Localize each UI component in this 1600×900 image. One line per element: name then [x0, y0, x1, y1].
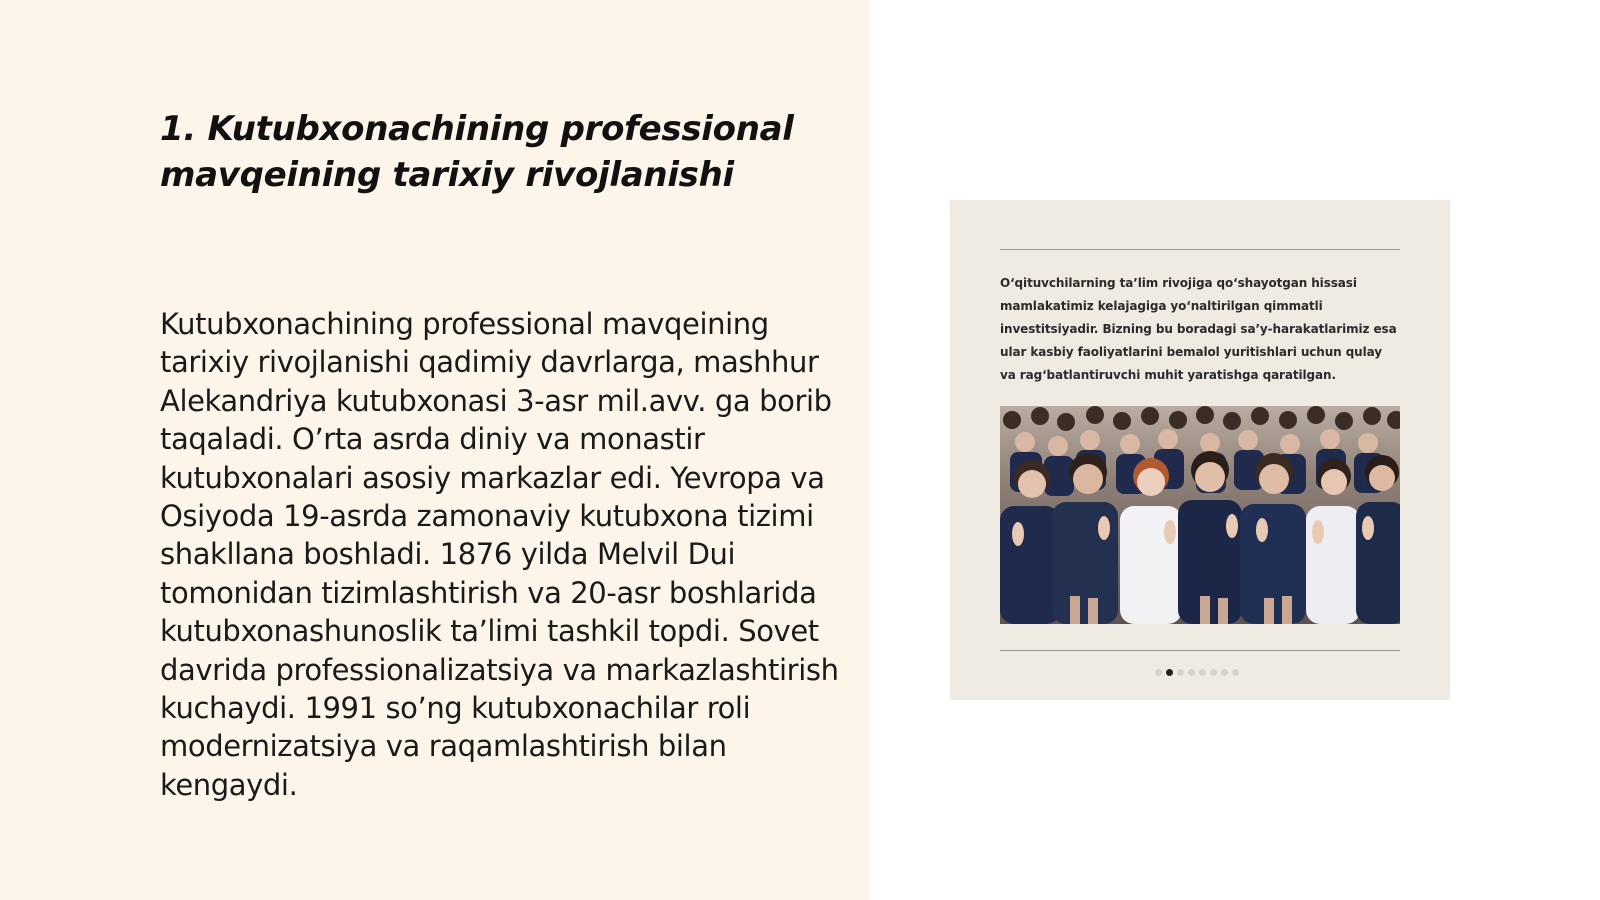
card-bottom-divider [1000, 650, 1400, 651]
card-top-divider [1000, 249, 1400, 250]
carousel-dot[interactable] [1188, 669, 1195, 676]
carousel-dot[interactable] [1221, 669, 1228, 676]
carousel-indicator [1155, 668, 1239, 676]
audience-photo-illustration [1000, 406, 1400, 624]
audience-photo [1000, 406, 1400, 624]
quote-card [950, 200, 1450, 700]
carousel-dot[interactable] [1166, 669, 1173, 676]
carousel-dot[interactable] [1177, 669, 1184, 676]
carousel-dot[interactable] [1199, 669, 1206, 676]
card-quote: O‘qituvchilarning ta’lim rivojiga qo‘shayotgan hissasi mamlakatimiz kelajagiga yo‘naltirilgan qimmatli investitsiyadir. Bizning bu boradagi sa’y-harakatlarimiz esa ular kasbiy faoliyatlarini bemalol yuritishlari uchun qulay va rag‘batlantiruvchi muhit yaratishga qaratilgan. [1000, 276, 1397, 382]
carousel-dot[interactable] [1210, 669, 1217, 676]
slide-title: 1. Kutubxonachining professional mavqeining tarixiy rivojlanishi [160, 109, 794, 195]
carousel-dot[interactable] [1155, 669, 1162, 676]
carousel-dot[interactable] [1232, 669, 1239, 676]
slide-body-text: Kutubxonachining professional mavqeining tarixiy rivojlanishi qadimiy davrlarga, mashhur Alekandriya kutubxonasi 3-asr mil.avv. ga borib taqaladi. O’rta asrda diniy va monastir kutubxonalari asosiy markazlar edi. Yevropa va Osiyoda 19-asrda zamonaviy kutubxona tizimi shakllana boshladi. 1876 yilda Melvil Dui tomonidan tizimlashtirish va 20-asr boshlarida kutubxonashunoslik ta’limi tashkil topdi. Sovet davrida professionalizatsiya va markazlashtirish kuchaydi. 1991 so’ng kutubxonachilar roli modernizatsiya va raqamlashtirish bilan kengaydi. [160, 307, 839, 802]
